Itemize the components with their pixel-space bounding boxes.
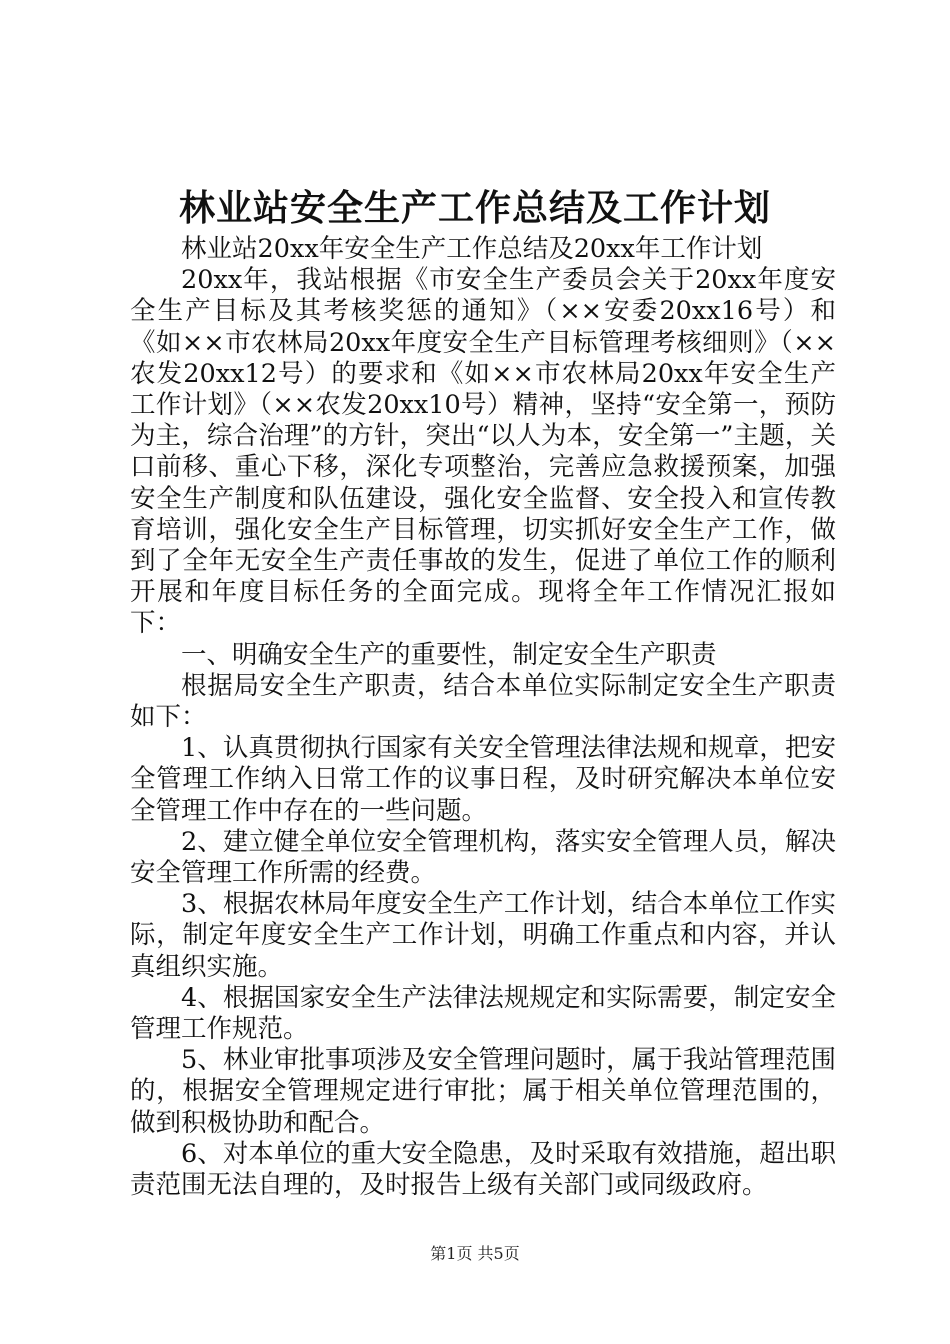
list-item-2: 2、建立健全单位安全管理机构，落实安全管理人员，解决安全管理工作所需的经费。 [130,826,836,889]
paragraph-subtitle: 林业站20xx年安全生产工作总结及20xx年工作计划 [181,234,763,264]
section-heading-1: 一、明确安全生产的重要性，制定安全生产职责 [181,639,717,670]
paragraph-intro: 20xx年，我站根据《市安全生产委员会关于20xx年度安全生产目标及其考核奖惩的通知》（××安委20xx16号）和《如××市农林局20xx年度安全生产目标管理考核细则》（××农发20xx12号）的要求和《如××市农林局20xx年安全生产工作计划》（××农发20xx10号）精神，坚持“安全第一，预防为主，综合治理”的方针，突出“以人为本，安全第一”主题，关口前移、重心下移，深化专项整治，完善应急救援预案，加强安全生产制度和队伍建设，强化安全监督、安全投入和宣传教育培训，强化安全生产目标管理，切实抓好安全生产工作，做到了全年无安全生产责任事故的发生，促进了单位工作的顺利开展和年度目标任务的全面完成。现将全年工作情况汇报如下： [130,265,836,639]
list-item-5: 5、林业审批事项涉及安全管理问题时，属于我站管理范围的，根据安全管理规定进行审批；属于相关单位管理范围的，做到积极协助和配合。 [130,1045,836,1138]
list-item-3: 3、根据农林局年度安全生产工作计划，结合本单位工作实际，制定年度安全生产工作计划，明确工作重点和内容，并认真组织实施。 [130,889,836,982]
paragraph-duties-intro: 根据局安全生产职责，结合本单位实际制定安全生产职责如下： [130,670,836,733]
list-item-1: 1、认真贯彻执行国家有关安全管理法律法规和规章，把安全管理工作纳入日常工作的议事日程，及时研究解决本单位安全管理工作中存在的一些问题。 [130,733,836,826]
page-footer: 第1页 共5页 [430,1244,520,1263]
document-body [130,234,836,1201]
list-item-4: 4、根据国家安全生产法律法规规定和实际需要，制定安全管理工作规范。 [130,982,836,1045]
list-item-6: 6、对本单位的重大安全隐患，及时采取有效措施，超出职责范围无法自理的，及时报告上级有关部门或同级政府。 [130,1138,836,1201]
document-title: 林业站安全生产工作总结及工作计划 [178,187,771,229]
